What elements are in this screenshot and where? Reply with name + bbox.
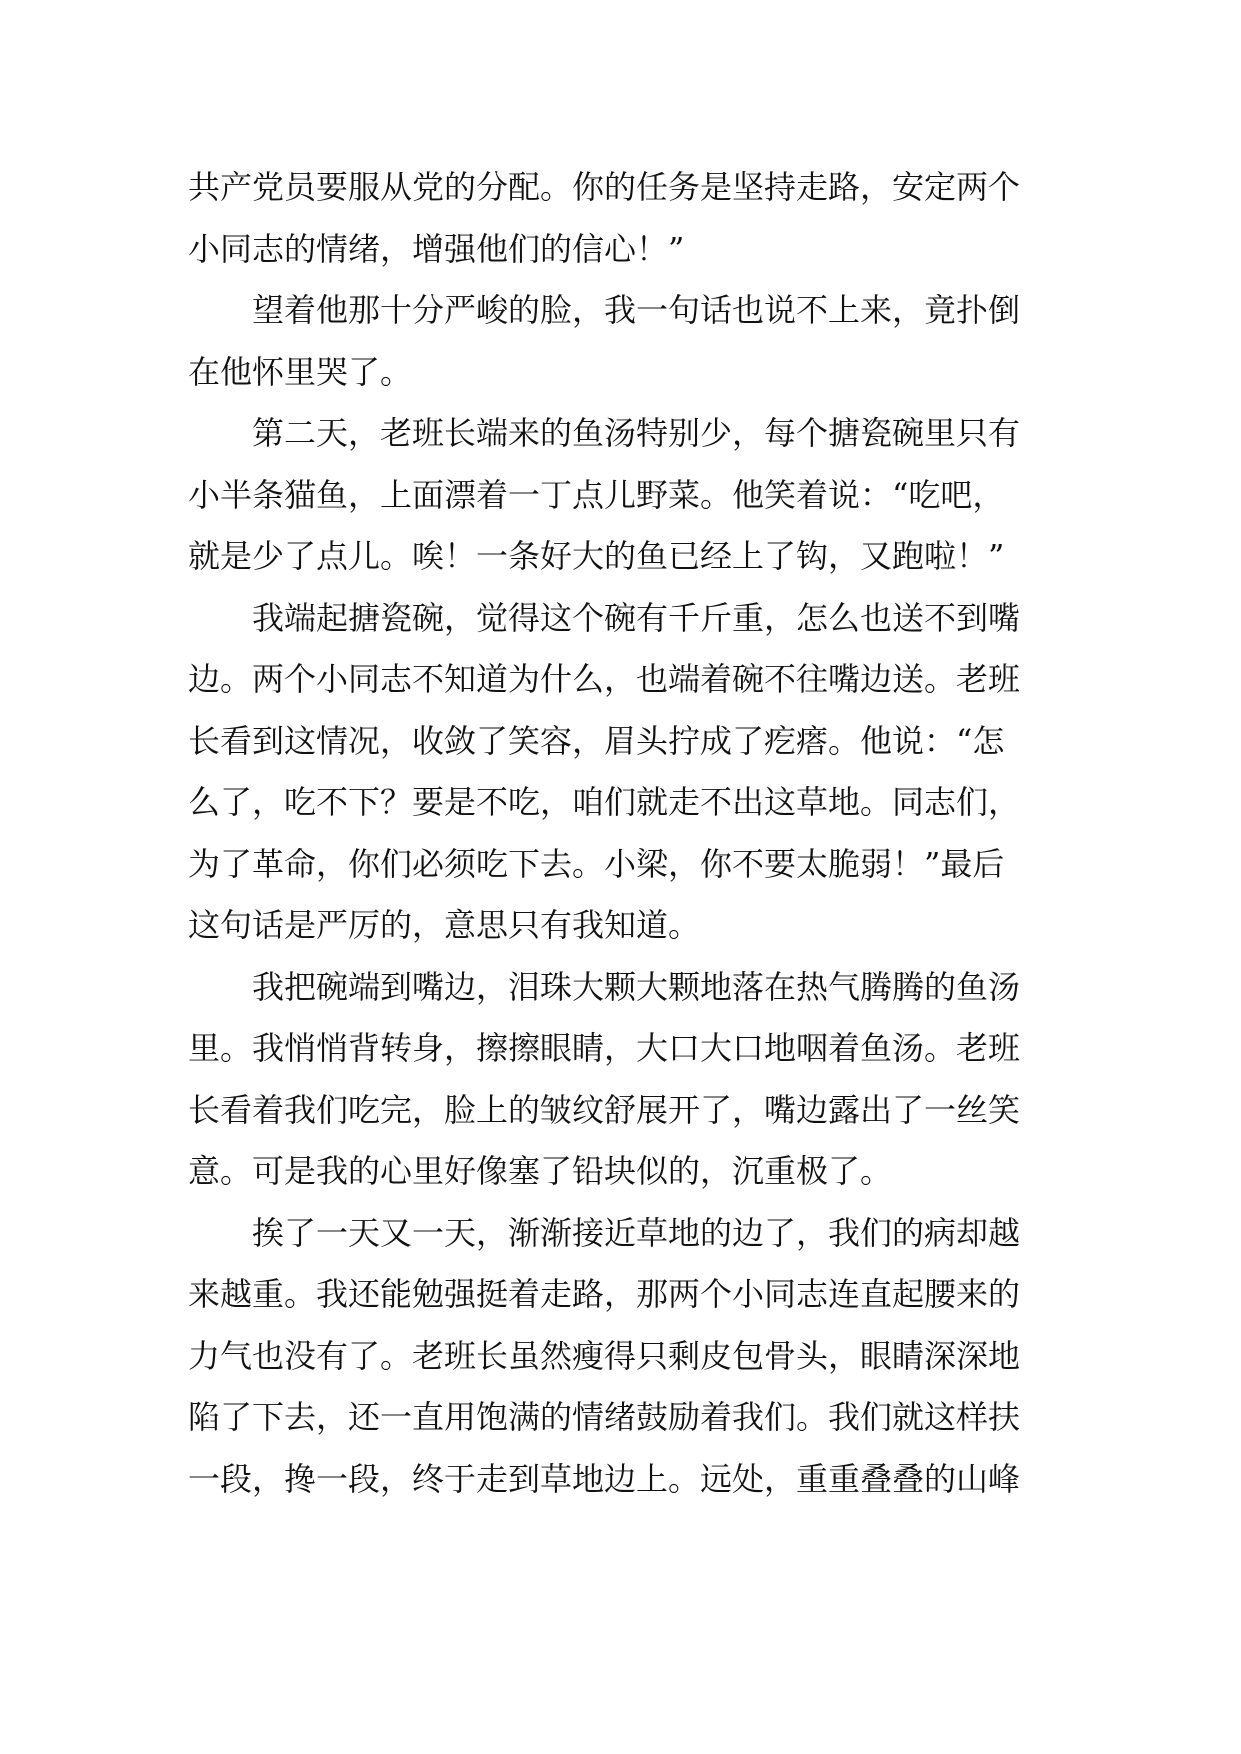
- text-line: 长看着我们吃完，脸上的皱纹舒展开了，嘴边露出了一丝笑: [188, 1090, 1021, 1129]
- paragraph-first-line: 我端起搪瓷碗，觉得这个碗有千斤重，怎么也送不到嘴: [252, 598, 1021, 637]
- text-line: 在他怀里哭了。: [188, 352, 413, 391]
- text-line: 边。两个小同志不知道为什么，也端着碗不往嘴边送。老班: [188, 660, 1021, 698]
- text-line: 这句话是严厉的，意思只有我知道。: [188, 906, 701, 944]
- text-line: 力气也没有了。老班长虽然瘦得只剩皮包骨头，眼睛深深地: [188, 1336, 1021, 1375]
- paragraph-first-line: 望着他那十分严峻的脸，我一句话也说不上来，竟扑倒: [252, 291, 1021, 329]
- text-line: 里。我悄悄背转身，擦擦眼睛，大口大口地咽着鱼汤。老班: [188, 1029, 1021, 1067]
- paragraph-first-line: 第二天，老班长端来的鱼汤特别少，每个搪瓷碗里只有: [252, 414, 1021, 452]
- text-line: 为了革命，你们必须吃下去。小梁，你不要太脆弱！”最后: [188, 844, 1005, 883]
- text-line: 共产党员要服从党的分配。你的任务是坚持走路，安定两个: [188, 168, 1021, 206]
- text-line: 长看到这情况，收敛了笑容，眉头拧成了疙瘩。他说：“怎: [188, 721, 1005, 760]
- article-body: [188, 157, 1068, 1510]
- text-line: 陷了下去，还一直用饱满的情绪鼓励着我们。我们就这样扶: [188, 1398, 1021, 1436]
- text-line: 来越重。我还能勉强挺着走路，那两个小同志连直起腰来的: [188, 1275, 1021, 1313]
- text-line: 意。可是我的心里好像塞了铅块似的，沉重极了。: [188, 1152, 893, 1190]
- text-line: 小半条猫鱼，上面漂着一丁点儿野菜。他笑着说：“吃吧，: [188, 475, 1005, 514]
- text-line: 么了，吃不下？要是不吃，咱们就走不出这草地。同志们，: [188, 783, 1021, 821]
- paragraph-first-line: 挨了一天又一天，渐渐接近草地的边了，我们的病却越: [252, 1213, 1021, 1252]
- text-line: 就是少了点儿。唉！一条好大的鱼已经上了钩，又跑啦！”: [188, 537, 1005, 575]
- text-line: 小同志的情绪，增强他们的信心！”: [188, 229, 685, 268]
- text-line: 一段，搀一段，终于走到草地边上。远处，重重叠叠的山峰: [188, 1459, 1021, 1498]
- paragraph-first-line: 我把碗端到嘴边，泪珠大颗大颗地落在热气腾腾的鱼汤: [252, 967, 1021, 1006]
